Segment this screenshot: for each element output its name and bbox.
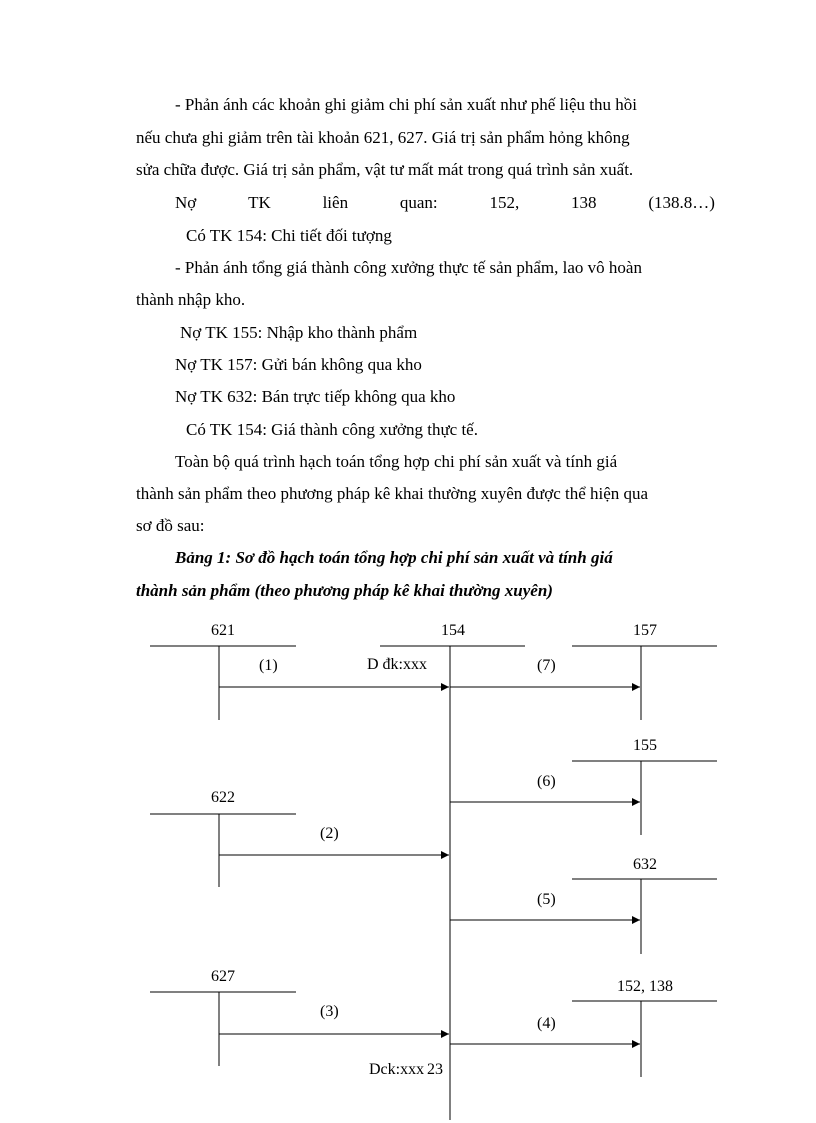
paragraph-1-line-1: - Phản ánh các khoản ghi giảm chi phí sản xuất như phế liệu thu hồi bbox=[175, 95, 637, 114]
word: 152, bbox=[489, 193, 520, 212]
account-label-152-138: 152, 138 bbox=[617, 978, 673, 995]
account-label-154: 154 bbox=[441, 622, 465, 639]
arrow-label-1: (1) bbox=[259, 657, 278, 674]
table-caption-line-1: Bảng 1: Sơ đồ hạch toán tổng hợp chi phí sản xuất và tính giá bbox=[175, 548, 613, 567]
account-label-157: 157 bbox=[633, 622, 657, 639]
arrow-label-6: (6) bbox=[537, 773, 556, 790]
arrow-label-2: (2) bbox=[320, 825, 339, 842]
paragraph-3-line-3: sơ đồ sau: bbox=[136, 516, 205, 535]
entry-co-tk154-detail: Có TK 154: Chi tiết đối tượng bbox=[186, 226, 392, 245]
account-label-155: 155 bbox=[633, 737, 657, 754]
entry-no-tk157: Nợ TK 157: Gửi bán không qua kho bbox=[175, 355, 422, 374]
page-number: 23 bbox=[427, 1061, 443, 1078]
arrow-label-4: (4) bbox=[537, 1015, 556, 1032]
account-label-622: 622 bbox=[211, 789, 235, 806]
arrow-label-5: (5) bbox=[537, 891, 556, 908]
arrow-label-7: (7) bbox=[537, 657, 556, 674]
paragraph-3-line-1: Toàn bộ quá trình hạch toán tổng hợp chi phí sản xuất và tính giá bbox=[175, 452, 618, 471]
opening-balance-label: D đk:xxx bbox=[367, 656, 427, 673]
word: Nợ bbox=[175, 193, 197, 212]
paragraph-1-line-3: sửa chữa được. Giá trị sản phẩm, vật tư mất mát trong quá trình sản xuất. bbox=[136, 160, 634, 179]
entry-no-tk632: Nợ TK 632: Bán trực tiếp không qua kho bbox=[175, 387, 456, 406]
paragraph-1-line-2: nếu chưa ghi giảm trên tài khoản 621, 627. Giá trị sản phẩm hỏng không bbox=[136, 128, 630, 147]
arrow-label-3: (3) bbox=[320, 1003, 339, 1020]
account-label-627: 627 bbox=[211, 968, 235, 985]
word: TK bbox=[248, 193, 271, 212]
account-label-621: 621 bbox=[211, 622, 235, 639]
entry-co-tk154-cost: Có TK 154: Giá thành công xưởng thực tế. bbox=[186, 420, 478, 439]
entry-no-tk155: Nợ TK 155: Nhập kho thành phẩm bbox=[180, 323, 418, 342]
closing-balance-label: Dck:xxx bbox=[369, 1061, 425, 1078]
word: 138 bbox=[571, 193, 597, 212]
paragraph-3-line-2: thành sản phẩm theo phương pháp kê khai thường xuyên được thể hiện qua bbox=[136, 484, 649, 503]
word: liên bbox=[322, 193, 349, 212]
paragraph-2-line-2: thành nhập kho. bbox=[136, 290, 246, 309]
word: (138.8…) bbox=[648, 193, 715, 212]
word: quan: bbox=[399, 193, 438, 212]
table-caption-line-2: thành sản phẩm (theo phương pháp kê khai thường xuyên) bbox=[136, 581, 553, 600]
paragraph-2-line-1: - Phản ánh tổng giá thành công xưởng thực tế sản phẩm, lao vô hoàn bbox=[175, 258, 642, 277]
account-label-632: 632 bbox=[633, 856, 657, 873]
